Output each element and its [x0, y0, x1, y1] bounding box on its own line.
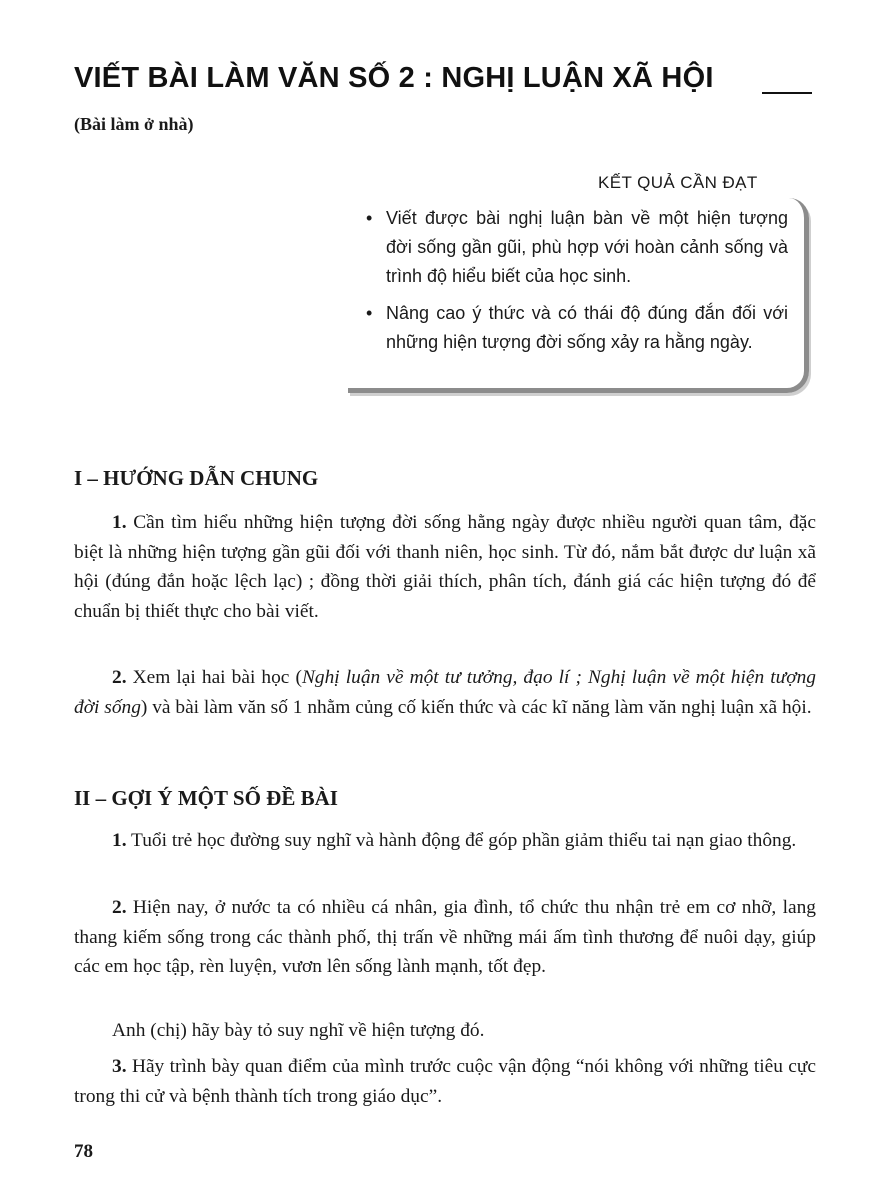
section-heading-topics: II – GỢI Ý MỘT SỐ ĐỀ BÀI	[74, 786, 338, 810]
title-underline	[762, 92, 812, 94]
general-paragraph-1	[74, 508, 816, 626]
results-item	[366, 204, 788, 291]
paragraph-text: Hãy trình bày quan điểm của mình trước cuộc vận động “nói không với những tiêu cực trong thi cử và bệnh thành tích trong giáo dục”.	[74, 1056, 816, 1107]
general-paragraph-2	[74, 663, 816, 722]
topic-paragraph-1	[74, 826, 816, 856]
paragraph-number: 2.	[112, 667, 127, 688]
results-heading: KẾT QUẢ CẦN ĐẠT	[598, 173, 758, 192]
paragraph-text: Tuổi trẻ học đường suy nghĩ và hành động để góp phần giảm thiểu tai nạn giao thông.	[131, 830, 797, 851]
results-item	[366, 299, 788, 357]
page-number: 78	[74, 1141, 93, 1162]
results-item-text: Nâng cao ý thức và có thái độ đúng đắn đối với những hiện tượng đời sống xảy ra hằng ngày.	[386, 303, 788, 352]
topic-paragraph-2	[74, 893, 816, 982]
paragraph-number: 1.	[112, 512, 127, 533]
paragraph-number: 3.	[112, 1056, 127, 1077]
paragraph-number: 2.	[112, 897, 127, 918]
results-item-text: Viết được bài nghị luận bàn về một hiện tượng đời sống gần gũi, phù hợp với hoàn cảnh sống và trình độ hiểu biết của học sinh.	[386, 208, 788, 286]
paragraph-text-before: Xem lại hai bài học (	[132, 667, 302, 688]
paragraph-italic-titles: Nghị luận về một tư tưởng, đạo lí ; Nghị luận về một hiện tượng đời sống	[74, 667, 816, 718]
paragraph-text-after: ) và bài làm văn số 1 nhằm củng cố kiến thức và các kĩ năng làm văn nghị luận xã hội.	[140, 696, 812, 718]
bullet-icon: •	[366, 303, 373, 323]
paragraph-text: Anh (chị) hãy bày tỏ suy nghĩ về hiện tượng đó.	[112, 1020, 485, 1041]
paragraph-number: 1.	[112, 830, 127, 851]
results-list	[366, 204, 788, 365]
topic-paragraph-3	[74, 1052, 816, 1111]
bullet-icon: •	[366, 208, 373, 228]
topic-paragraph-2-question	[74, 1016, 816, 1046]
paragraph-text: Cần tìm hiểu những hiện tượng đời sống hằng ngày được nhiều người quan tâm, đặc biệt là những hiện tượng gần gũi đối với thanh niên, học sinh. Từ đó, nắm bắt được dư luận xã hội (đúng đắn hoặc lệch lạc) ; đồng thời giải thích, phân tích, đánh giá các hiện tượng đó để chuẩn bị thiết thực cho bài viết.	[74, 512, 816, 622]
section-heading-general: I – HƯỚNG DẪN CHUNG	[74, 466, 319, 490]
page-title: VIẾT BÀI LÀM VĂN SỐ 2 : NGHỊ LUẬN XÃ HỘI	[74, 62, 714, 94]
paragraph-text: Hiện nay, ở nước ta có nhiều cá nhân, gia đình, tổ chức thu nhận trẻ em cơ nhỡ, lang thang kiếm sống trong các thành phố, thị trấn về những mái ấm tình thương để nuôi dạy, giúp các em học tập, rèn luyện, vươn lên sống lành mạnh, tốt đẹp.	[74, 897, 816, 977]
page-subtitle: (Bài làm ở nhà)	[74, 114, 194, 134]
